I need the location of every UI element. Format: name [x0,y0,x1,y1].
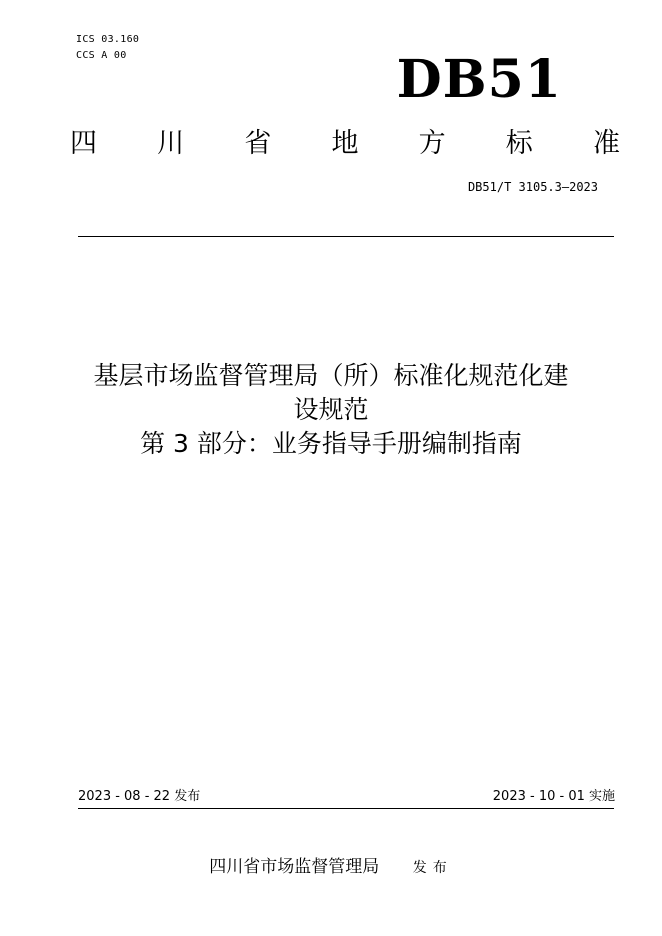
category-char: 准 [592,128,620,159]
category-char: 川 [157,128,185,159]
issue-date: 2023 - 08 - 22 发布 [78,789,201,804]
title-line-3: 第 3 部分：业务指导手册编制指南 [140,429,522,458]
category-char: 省 [244,128,272,159]
standard-category [70,126,620,162]
standard-number: DB51/T 3105.3—2023 [467,180,598,194]
standard-mark: DB51 [396,49,562,110]
issuing-authority: 四川省市场监督管理局 [209,857,380,877]
ccs-code: CCS A 00 [76,50,127,61]
category-char: 方 [418,128,446,159]
footer-divider [78,808,614,809]
title-line-1: 基层市场监督管理局（所）标准化规范化建 [93,361,569,390]
implementation-date: 2023 - 10 - 01 实施 [492,789,615,804]
category-char: 标 [505,128,533,159]
title-line-2: 设规范 [293,395,369,424]
header-divider [78,236,614,237]
publish-label: 发布 [412,860,453,876]
category-char: 地 [331,128,359,159]
document-title [50,359,612,461]
ics-code: ICS 03.160 [76,34,140,45]
publisher-line [0,855,662,880]
category-char: 四 [70,128,97,159]
